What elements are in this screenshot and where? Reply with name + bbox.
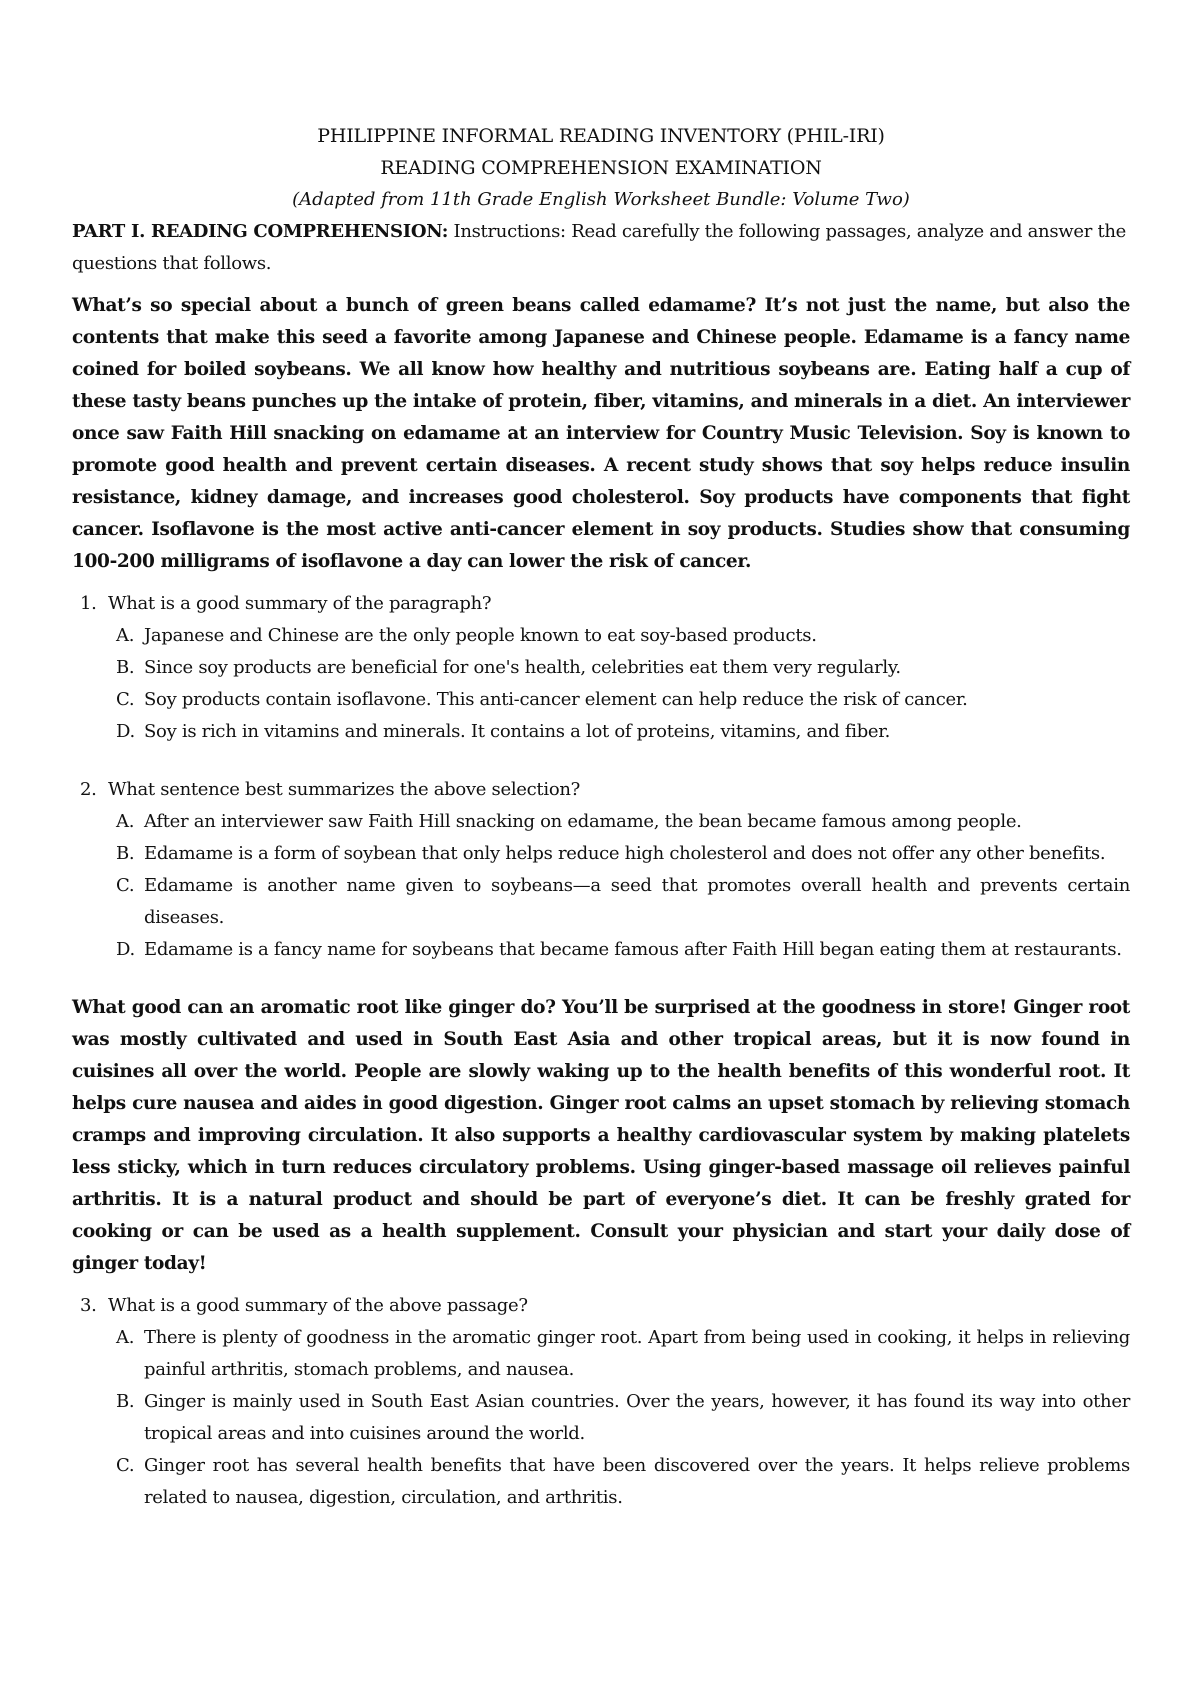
choice-letter: A. bbox=[116, 625, 135, 646]
choice-text: Edamame is a fancy name for soybeans that became famous after Faith Hill began eating them at restaurants. bbox=[144, 939, 1122, 960]
question-text: What is a good summary of the above passage? bbox=[108, 1295, 528, 1316]
choice-text: Edamame is a form of soybean that only helps reduce high cholesterol and does not offer any other benefits. bbox=[144, 843, 1106, 864]
choice-letter: D. bbox=[116, 939, 135, 960]
instructions bbox=[72, 216, 1130, 280]
answer-choice-c[interactable] bbox=[72, 870, 1130, 934]
question-prompt bbox=[72, 1290, 1130, 1322]
answer-choice-d[interactable] bbox=[72, 716, 1130, 748]
choice-text: Since soy products are beneficial for one's health, celebrities eat them very regularly. bbox=[144, 657, 901, 678]
question-3 bbox=[72, 1290, 1130, 1514]
choice-letter: B. bbox=[116, 657, 135, 678]
choice-text: Edamame is another name given to soybeans—a seed that promotes overall health and prevents certain diseases. bbox=[144, 875, 1130, 928]
choice-letter: B. bbox=[116, 1391, 135, 1412]
choice-letter: C. bbox=[116, 689, 135, 710]
choice-text: Japanese and Chinese are the only people known to eat soy-based products. bbox=[144, 625, 817, 646]
answer-choice-b[interactable] bbox=[72, 1386, 1130, 1450]
answer-choice-b[interactable] bbox=[72, 838, 1130, 870]
answer-choices bbox=[72, 806, 1130, 966]
answer-choice-d[interactable] bbox=[72, 934, 1130, 966]
choice-text: After an interviewer saw Faith Hill snacking on edamame, the bean became famous among people. bbox=[144, 811, 1022, 832]
question-prompt bbox=[72, 774, 1130, 806]
question-number: 1. bbox=[80, 593, 97, 614]
answer-choice-c[interactable] bbox=[72, 1450, 1130, 1514]
answer-choice-a[interactable] bbox=[72, 620, 1130, 652]
question-1 bbox=[72, 588, 1130, 748]
choice-letter: C. bbox=[116, 1455, 135, 1476]
question-number: 2. bbox=[80, 779, 97, 800]
question-text: What is a good summary of the paragraph? bbox=[108, 593, 492, 614]
choice-text: Soy products contain isoflavone. This anti-cancer element can help reduce the risk of cancer. bbox=[144, 689, 968, 710]
question-number: 3. bbox=[80, 1295, 97, 1316]
question-2 bbox=[72, 774, 1130, 966]
choice-text: Soy is rich in vitamins and minerals. It contains a lot of proteins, vitamins, and fiber. bbox=[144, 721, 891, 742]
answer-choices bbox=[72, 620, 1130, 748]
answer-choice-b[interactable] bbox=[72, 652, 1130, 684]
choice-letter: B. bbox=[116, 843, 135, 864]
passage-ginger: What good can an aromatic root like ginger do? You’ll be surprised at the goodness in store! Ginger root was mostly cultivated and used in South East Asia and other tropical areas, but it is now found in cuisines all over the world. People are slowly waking up to the health benefits of this wonderful root. It helps cure nausea and aides in good digestion. Ginger root calms an upset stomach by relieving stomach cramps and improving circulation. It also supports a healthy cardiovascular system by making platelets less sticky, which in turn reduces circulatory problems. Using ginger-based massage oil relieves painful arthritis. It is a natural product and should be part of everyone’s diet. It can be freshly grated for cooking or can be used as a health supplement. Consult your physician and start your daily dose of ginger today! bbox=[72, 997, 1130, 1274]
answer-choice-a[interactable] bbox=[72, 1322, 1130, 1386]
choice-text: There is plenty of goodness in the aromatic ginger root. Apart from being used in cooking, it helps in relieving painful arthritis, stomach problems, and nausea. bbox=[144, 1327, 1130, 1380]
answer-choice-a[interactable] bbox=[72, 806, 1130, 838]
choice-text: Ginger root has several health benefits that have been discovered over the years. It helps relieve problems related to nausea, digestion, circulation, and arthritis. bbox=[144, 1455, 1130, 1508]
choice-letter: A. bbox=[116, 1327, 135, 1348]
question-text: What sentence best summarizes the above selection? bbox=[108, 779, 581, 800]
document-subtitle: (Adapted from 11th Grade English Worksheet Bundle: Volume Two) bbox=[292, 189, 910, 210]
answer-choices bbox=[72, 1322, 1130, 1514]
instructions-text: Instructions: Read carefully the following passages, analyze and answer the questions that follows. bbox=[72, 221, 1127, 274]
part-label: PART I. READING COMPREHENSION: bbox=[72, 221, 449, 242]
document-title-line1: PHILIPPINE INFORMAL READING INVENTORY (PHIL-IRI) bbox=[317, 125, 885, 147]
question-prompt bbox=[72, 588, 1130, 620]
choice-letter: C. bbox=[116, 875, 135, 896]
choice-text: Ginger is mainly used in South East Asian countries. Over the years, however, it has found its way into other tropical areas and into cuisines around the world. bbox=[144, 1391, 1130, 1444]
choice-letter: A. bbox=[116, 811, 135, 832]
choice-letter: D. bbox=[116, 721, 135, 742]
worksheet-page bbox=[72, 120, 1130, 1514]
passage-edamame: What’s so special about a bunch of green beans called edamame? It’s not just the name, but also the contents that make this seed a favorite among Japanese and Chinese people. Edamame is a fancy name coined for boiled soybeans. We all know how healthy and nutritious soybeans are. Eating half a cup of these tasty beans punches up the intake of protein, fiber, vitamins, and minerals in a diet. An interviewer once saw Faith Hill snacking on edamame at an interview for Country Music Television. Soy is known to promote good health and prevent certain diseases. A recent study shows that soy helps reduce insulin resistance, kidney damage, and increases good cholesterol. Soy products have components that fight cancer. Isoflavone is the most active anti-cancer element in soy products. Studies show that consuming 100-200 milligrams of isoflavone a day can lower the risk of cancer. bbox=[72, 295, 1130, 572]
answer-choice-c[interactable] bbox=[72, 684, 1130, 716]
document-title-line2: READING COMPREHENSION EXAMINATION bbox=[380, 157, 822, 179]
